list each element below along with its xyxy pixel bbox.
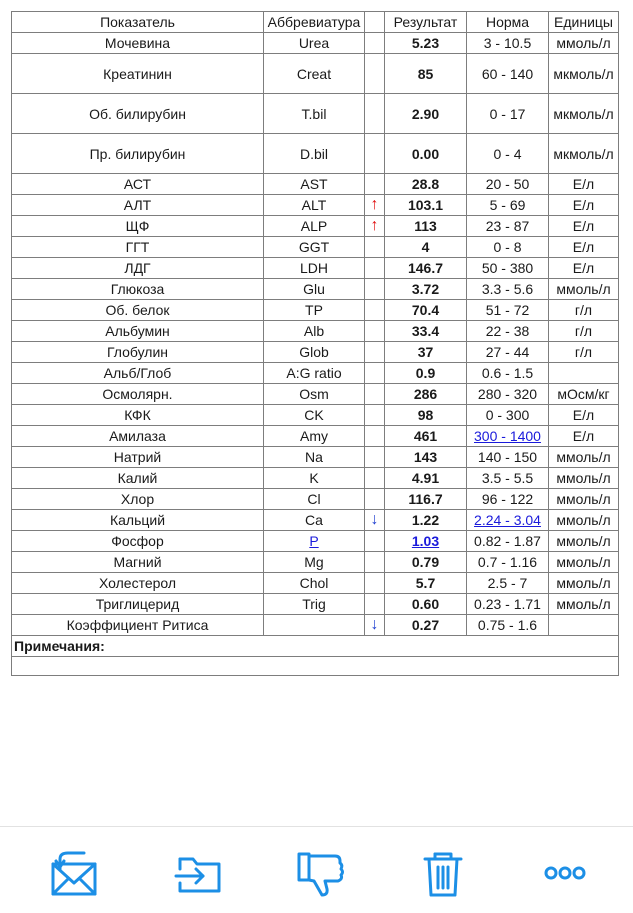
row-units: Е/л	[549, 195, 619, 216]
row-norm: 0.82 - 1.87	[467, 531, 549, 552]
table-row	[12, 94, 619, 134]
row-flag	[365, 237, 385, 258]
row-abbreviation: Na	[264, 447, 365, 468]
row-units: ммоль/л	[549, 468, 619, 489]
row-units	[549, 363, 619, 384]
row-result-link[interactable]: 1.03	[411, 533, 440, 549]
row-result: 143	[385, 447, 467, 468]
row-units: г/л	[549, 321, 619, 342]
row-norm	[467, 510, 549, 531]
row-result: 0.79	[385, 552, 467, 573]
row-units: ммоль/л	[549, 33, 619, 54]
row-name: ГГТ	[12, 237, 264, 258]
row-result: 113	[385, 216, 467, 237]
row-units	[549, 615, 619, 636]
row-units: ммоль/л	[549, 594, 619, 615]
row-name: Мочевина	[12, 33, 264, 54]
row-norm: 60 - 140	[467, 54, 549, 94]
table-body	[12, 33, 619, 636]
row-flag	[365, 54, 385, 94]
flag-up-icon: ↑	[365, 216, 385, 237]
row-abbreviation: Mg	[264, 552, 365, 573]
row-norm: 3.5 - 5.5	[467, 468, 549, 489]
table-row	[12, 405, 619, 426]
row-result: 0.00	[385, 134, 467, 174]
row-result: 103.1	[385, 195, 467, 216]
row-name: Об. билирубин	[12, 94, 264, 134]
table-header-row	[12, 12, 619, 33]
row-units: ммоль/л	[549, 279, 619, 300]
row-units: мОсм/кг	[549, 384, 619, 405]
row-abbreviation: Creat	[264, 54, 365, 94]
row-result: 0.60	[385, 594, 467, 615]
row-abbreviation: Osm	[264, 384, 365, 405]
notes-label: Примечания:	[12, 636, 619, 657]
table-row	[12, 174, 619, 195]
row-name: КФК	[12, 405, 264, 426]
table-row	[12, 531, 619, 552]
row-norm: 3.3 - 5.6	[467, 279, 549, 300]
header-units: Единицы	[549, 12, 619, 33]
row-result: 4	[385, 237, 467, 258]
bottom-toolbar	[0, 826, 633, 913]
row-abbreviation: Ca	[264, 510, 365, 531]
row-flag	[365, 174, 385, 195]
row-flag	[365, 447, 385, 468]
row-units: Е/л	[549, 426, 619, 447]
row-flag	[365, 531, 385, 552]
row-name: Холестерол	[12, 573, 264, 594]
row-abbreviation: Trig	[264, 594, 365, 615]
row-name: АЛТ	[12, 195, 264, 216]
row-abbreviation: LDH	[264, 258, 365, 279]
row-norm: 280 - 320	[467, 384, 549, 405]
row-units: ммоль/л	[549, 510, 619, 531]
row-abbreviation: Cl	[264, 489, 365, 510]
row-name: Глобулин	[12, 342, 264, 363]
row-norm: 0 - 17	[467, 94, 549, 134]
table-row	[12, 216, 619, 237]
row-abbreviation: Amy	[264, 426, 365, 447]
row-name: Триглицерид	[12, 594, 264, 615]
row-flag	[365, 258, 385, 279]
row-result: 4.91	[385, 468, 467, 489]
flag-up-icon: ↑	[365, 195, 385, 216]
row-flag	[365, 594, 385, 615]
row-name: ЩФ	[12, 216, 264, 237]
row-name: Глюкоза	[12, 279, 264, 300]
table-row	[12, 300, 619, 321]
header-name: Показатель	[12, 12, 264, 33]
row-norm: 2.5 - 7	[467, 573, 549, 594]
table-row	[12, 321, 619, 342]
row-norm: 96 - 122	[467, 489, 549, 510]
row-flag	[365, 279, 385, 300]
row-abbreviation: A:G ratio	[264, 363, 365, 384]
table-row	[12, 54, 619, 94]
table-row	[12, 342, 619, 363]
trash-icon[interactable]	[415, 845, 471, 901]
table-row	[12, 615, 619, 636]
row-norm: 3 - 10.5	[467, 33, 549, 54]
row-units: Е/л	[549, 258, 619, 279]
header-abbreviation: Аббревиатура	[264, 12, 365, 33]
row-result: 1.22	[385, 510, 467, 531]
table-row	[12, 447, 619, 468]
row-norm: 140 - 150	[467, 447, 549, 468]
row-name: Альб/Глоб	[12, 363, 264, 384]
notes-body-row	[12, 657, 619, 676]
row-abbreviation	[264, 531, 365, 552]
row-result: 116.7	[385, 489, 467, 510]
row-norm	[467, 426, 549, 447]
table-row	[12, 33, 619, 54]
header-flag	[365, 12, 385, 33]
row-units: Е/л	[549, 216, 619, 237]
row-flag	[365, 468, 385, 489]
row-result: 0.27	[385, 615, 467, 636]
table-row	[12, 279, 619, 300]
row-flag	[365, 33, 385, 54]
row-name: Альбумин	[12, 321, 264, 342]
row-name: Коэффициент Ритиса	[12, 615, 264, 636]
flag-down-icon: ↓	[365, 510, 385, 531]
header-norm: Норма	[467, 12, 549, 33]
row-norm: 0 - 4	[467, 134, 549, 174]
row-result: 28.8	[385, 174, 467, 195]
row-abbreviation: CK	[264, 405, 365, 426]
row-result: 286	[385, 384, 467, 405]
reply-envelope-icon[interactable]	[46, 845, 102, 901]
row-flag	[365, 342, 385, 363]
row-abbreviation: D.bil	[264, 134, 365, 174]
row-units: ммоль/л	[549, 531, 619, 552]
row-name: Осмолярн.	[12, 384, 264, 405]
table-row	[12, 237, 619, 258]
row-abbreviation: K	[264, 468, 365, 489]
row-result	[385, 531, 467, 552]
row-name: Кальций	[12, 510, 264, 531]
row-units: мкмоль/л	[549, 94, 619, 134]
row-abbreviation: GGT	[264, 237, 365, 258]
row-units: мкмоль/л	[549, 134, 619, 174]
notes-label-row	[12, 636, 619, 657]
row-norm-link[interactable]: 2.24 - 3.04	[474, 512, 541, 528]
row-name: Калий	[12, 468, 264, 489]
row-units: г/л	[549, 300, 619, 321]
table-row	[12, 468, 619, 489]
more-icon[interactable]	[537, 845, 593, 901]
row-name: Об. белок	[12, 300, 264, 321]
row-flag	[365, 573, 385, 594]
row-abbreviation: ALP	[264, 216, 365, 237]
lab-results-table	[11, 11, 619, 676]
row-name: Пр. билирубин	[12, 134, 264, 174]
row-flag	[365, 552, 385, 573]
table-row	[12, 510, 619, 531]
row-norm: 0 - 8	[467, 237, 549, 258]
row-norm: 0.23 - 1.71	[467, 594, 549, 615]
row-result: 461	[385, 426, 467, 447]
row-result: 5.23	[385, 33, 467, 54]
row-norm-link[interactable]: 300 - 1400	[474, 428, 541, 444]
table-row	[12, 195, 619, 216]
row-flag	[365, 405, 385, 426]
table-row	[12, 552, 619, 573]
row-norm: 23 - 87	[467, 216, 549, 237]
notes-text	[12, 657, 619, 676]
row-result: 98	[385, 405, 467, 426]
row-abbreviation: Chol	[264, 573, 365, 594]
row-norm: 0.75 - 1.6	[467, 615, 549, 636]
row-result: 33.4	[385, 321, 467, 342]
row-name: АСТ	[12, 174, 264, 195]
header-result: Результат	[385, 12, 467, 33]
row-abbreviation: ALT	[264, 195, 365, 216]
row-norm: 5 - 69	[467, 195, 549, 216]
row-units: г/л	[549, 342, 619, 363]
row-abbreviation: T.bil	[264, 94, 365, 134]
table-row	[12, 258, 619, 279]
table-row	[12, 594, 619, 615]
row-abbreviation: Glu	[264, 279, 365, 300]
thumbs-down-icon[interactable]	[293, 845, 349, 901]
row-units: Е/л	[549, 405, 619, 426]
flag-down-icon: ↓	[365, 615, 385, 636]
row-flag	[365, 94, 385, 134]
row-name: Натрий	[12, 447, 264, 468]
row-name: Амилаза	[12, 426, 264, 447]
row-norm: 51 - 72	[467, 300, 549, 321]
row-flag	[365, 384, 385, 405]
table-row	[12, 384, 619, 405]
row-flag	[365, 363, 385, 384]
row-result: 37	[385, 342, 467, 363]
row-flag	[365, 134, 385, 174]
row-abbreviation	[264, 615, 365, 636]
row-result: 85	[385, 54, 467, 94]
row-name: Магний	[12, 552, 264, 573]
row-norm: 0 - 300	[467, 405, 549, 426]
row-abbreviation: Alb	[264, 321, 365, 342]
row-abbreviation: TP	[264, 300, 365, 321]
table-row	[12, 489, 619, 510]
row-flag	[365, 300, 385, 321]
row-flag	[365, 489, 385, 510]
row-norm: 27 - 44	[467, 342, 549, 363]
row-result: 2.90	[385, 94, 467, 134]
row-units: ммоль/л	[549, 489, 619, 510]
row-units: ммоль/л	[549, 573, 619, 594]
row-result: 0.9	[385, 363, 467, 384]
row-result: 70.4	[385, 300, 467, 321]
row-norm: 20 - 50	[467, 174, 549, 195]
row-units: Е/л	[549, 237, 619, 258]
row-flag	[365, 426, 385, 447]
row-abbreviation: AST	[264, 174, 365, 195]
row-result: 146.7	[385, 258, 467, 279]
row-result: 3.72	[385, 279, 467, 300]
row-norm: 0.6 - 1.5	[467, 363, 549, 384]
row-units: мкмоль/л	[549, 54, 619, 94]
row-units: Е/л	[549, 174, 619, 195]
row-units: ммоль/л	[549, 447, 619, 468]
table-row	[12, 426, 619, 447]
row-name: Фосфор	[12, 531, 264, 552]
row-norm: 22 - 38	[467, 321, 549, 342]
row-name: ЛДГ	[12, 258, 264, 279]
row-units: ммоль/л	[549, 552, 619, 573]
move-to-folder-icon[interactable]	[171, 845, 227, 901]
table-row	[12, 134, 619, 174]
table-row	[12, 573, 619, 594]
row-name: Хлор	[12, 489, 264, 510]
table-row	[12, 363, 619, 384]
row-abbreviation-link[interactable]: P	[309, 533, 319, 549]
row-abbreviation: Glob	[264, 342, 365, 363]
row-abbreviation: Urea	[264, 33, 365, 54]
row-flag	[365, 321, 385, 342]
row-name: Креатинин	[12, 54, 264, 94]
row-norm: 50 - 380	[467, 258, 549, 279]
row-result: 5.7	[385, 573, 467, 594]
row-norm: 0.7 - 1.16	[467, 552, 549, 573]
